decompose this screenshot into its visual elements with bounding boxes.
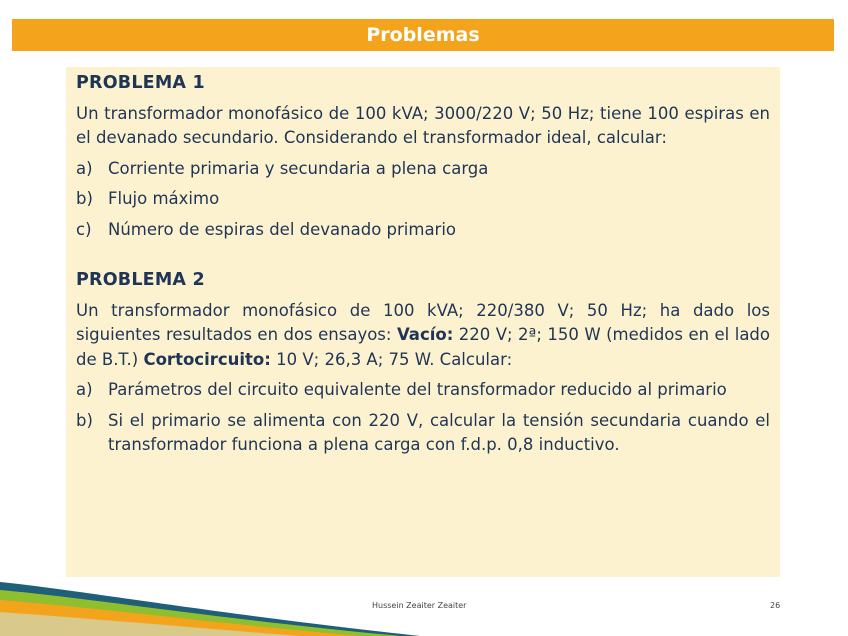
statement-part-3: 10 V; 26,3 A; 75 W. Calcular: bbox=[270, 349, 513, 369]
item-text: Corriente primaria y secundaria a plena carga bbox=[108, 158, 489, 178]
statement-part-1: Un transformador monofásico de 100 kVA; 220/380 V; 50 Hz; ha dado los siguientes resultados en dos ensayos: bbox=[76, 300, 770, 344]
page-number: 26 bbox=[770, 601, 781, 610]
content-box bbox=[66, 67, 780, 577]
list-item bbox=[76, 218, 770, 243]
list-item bbox=[76, 157, 770, 182]
problem-1-statement: Un transformador monofásico de 100 kVA; 3000/220 V; 50 Hz; tiene 100 espiras en el devanado secundario. Considerando el transformador ideal, calcular: bbox=[76, 103, 770, 147]
problem-1-title: PROBLEMA 1 bbox=[76, 73, 205, 93]
item-label: c) bbox=[76, 219, 92, 239]
item-label: b) bbox=[76, 189, 93, 208]
list-item bbox=[76, 187, 770, 212]
vacio-label: Vacío: bbox=[396, 325, 454, 344]
decorative-swoosh bbox=[0, 560, 420, 636]
list-item bbox=[76, 409, 770, 458]
item-text: Flujo máximo bbox=[108, 189, 220, 208]
item-label: a) bbox=[76, 158, 93, 178]
slide-title: Problemas bbox=[366, 24, 480, 46]
item-text: Si el primario se alimenta con 220 V, calcular la tensión secundaria cuando el transformador funciona a plena carga con f.d.p. 0,8 inductivo. bbox=[108, 410, 770, 454]
list-item bbox=[76, 378, 770, 403]
item-label: b) bbox=[76, 410, 93, 430]
header-bar bbox=[12, 19, 834, 51]
cortocircuito-label: Cortocircuito: bbox=[143, 349, 271, 369]
item-text: Número de espiras del devanado primario bbox=[108, 219, 457, 239]
problem-2-title: PROBLEMA 2 bbox=[76, 270, 205, 290]
footer-author: Hussein Zeaiter Zeaiter bbox=[372, 601, 467, 610]
statement-part-2: 220 V; 2ª; 150 W (medidos en el lado de B.T.) bbox=[76, 325, 770, 369]
item-label: a) bbox=[76, 380, 93, 399]
item-text: Parámetros del circuito equivalente del transformador reducido al primario bbox=[108, 380, 727, 399]
problem-2-statement bbox=[76, 299, 770, 373]
